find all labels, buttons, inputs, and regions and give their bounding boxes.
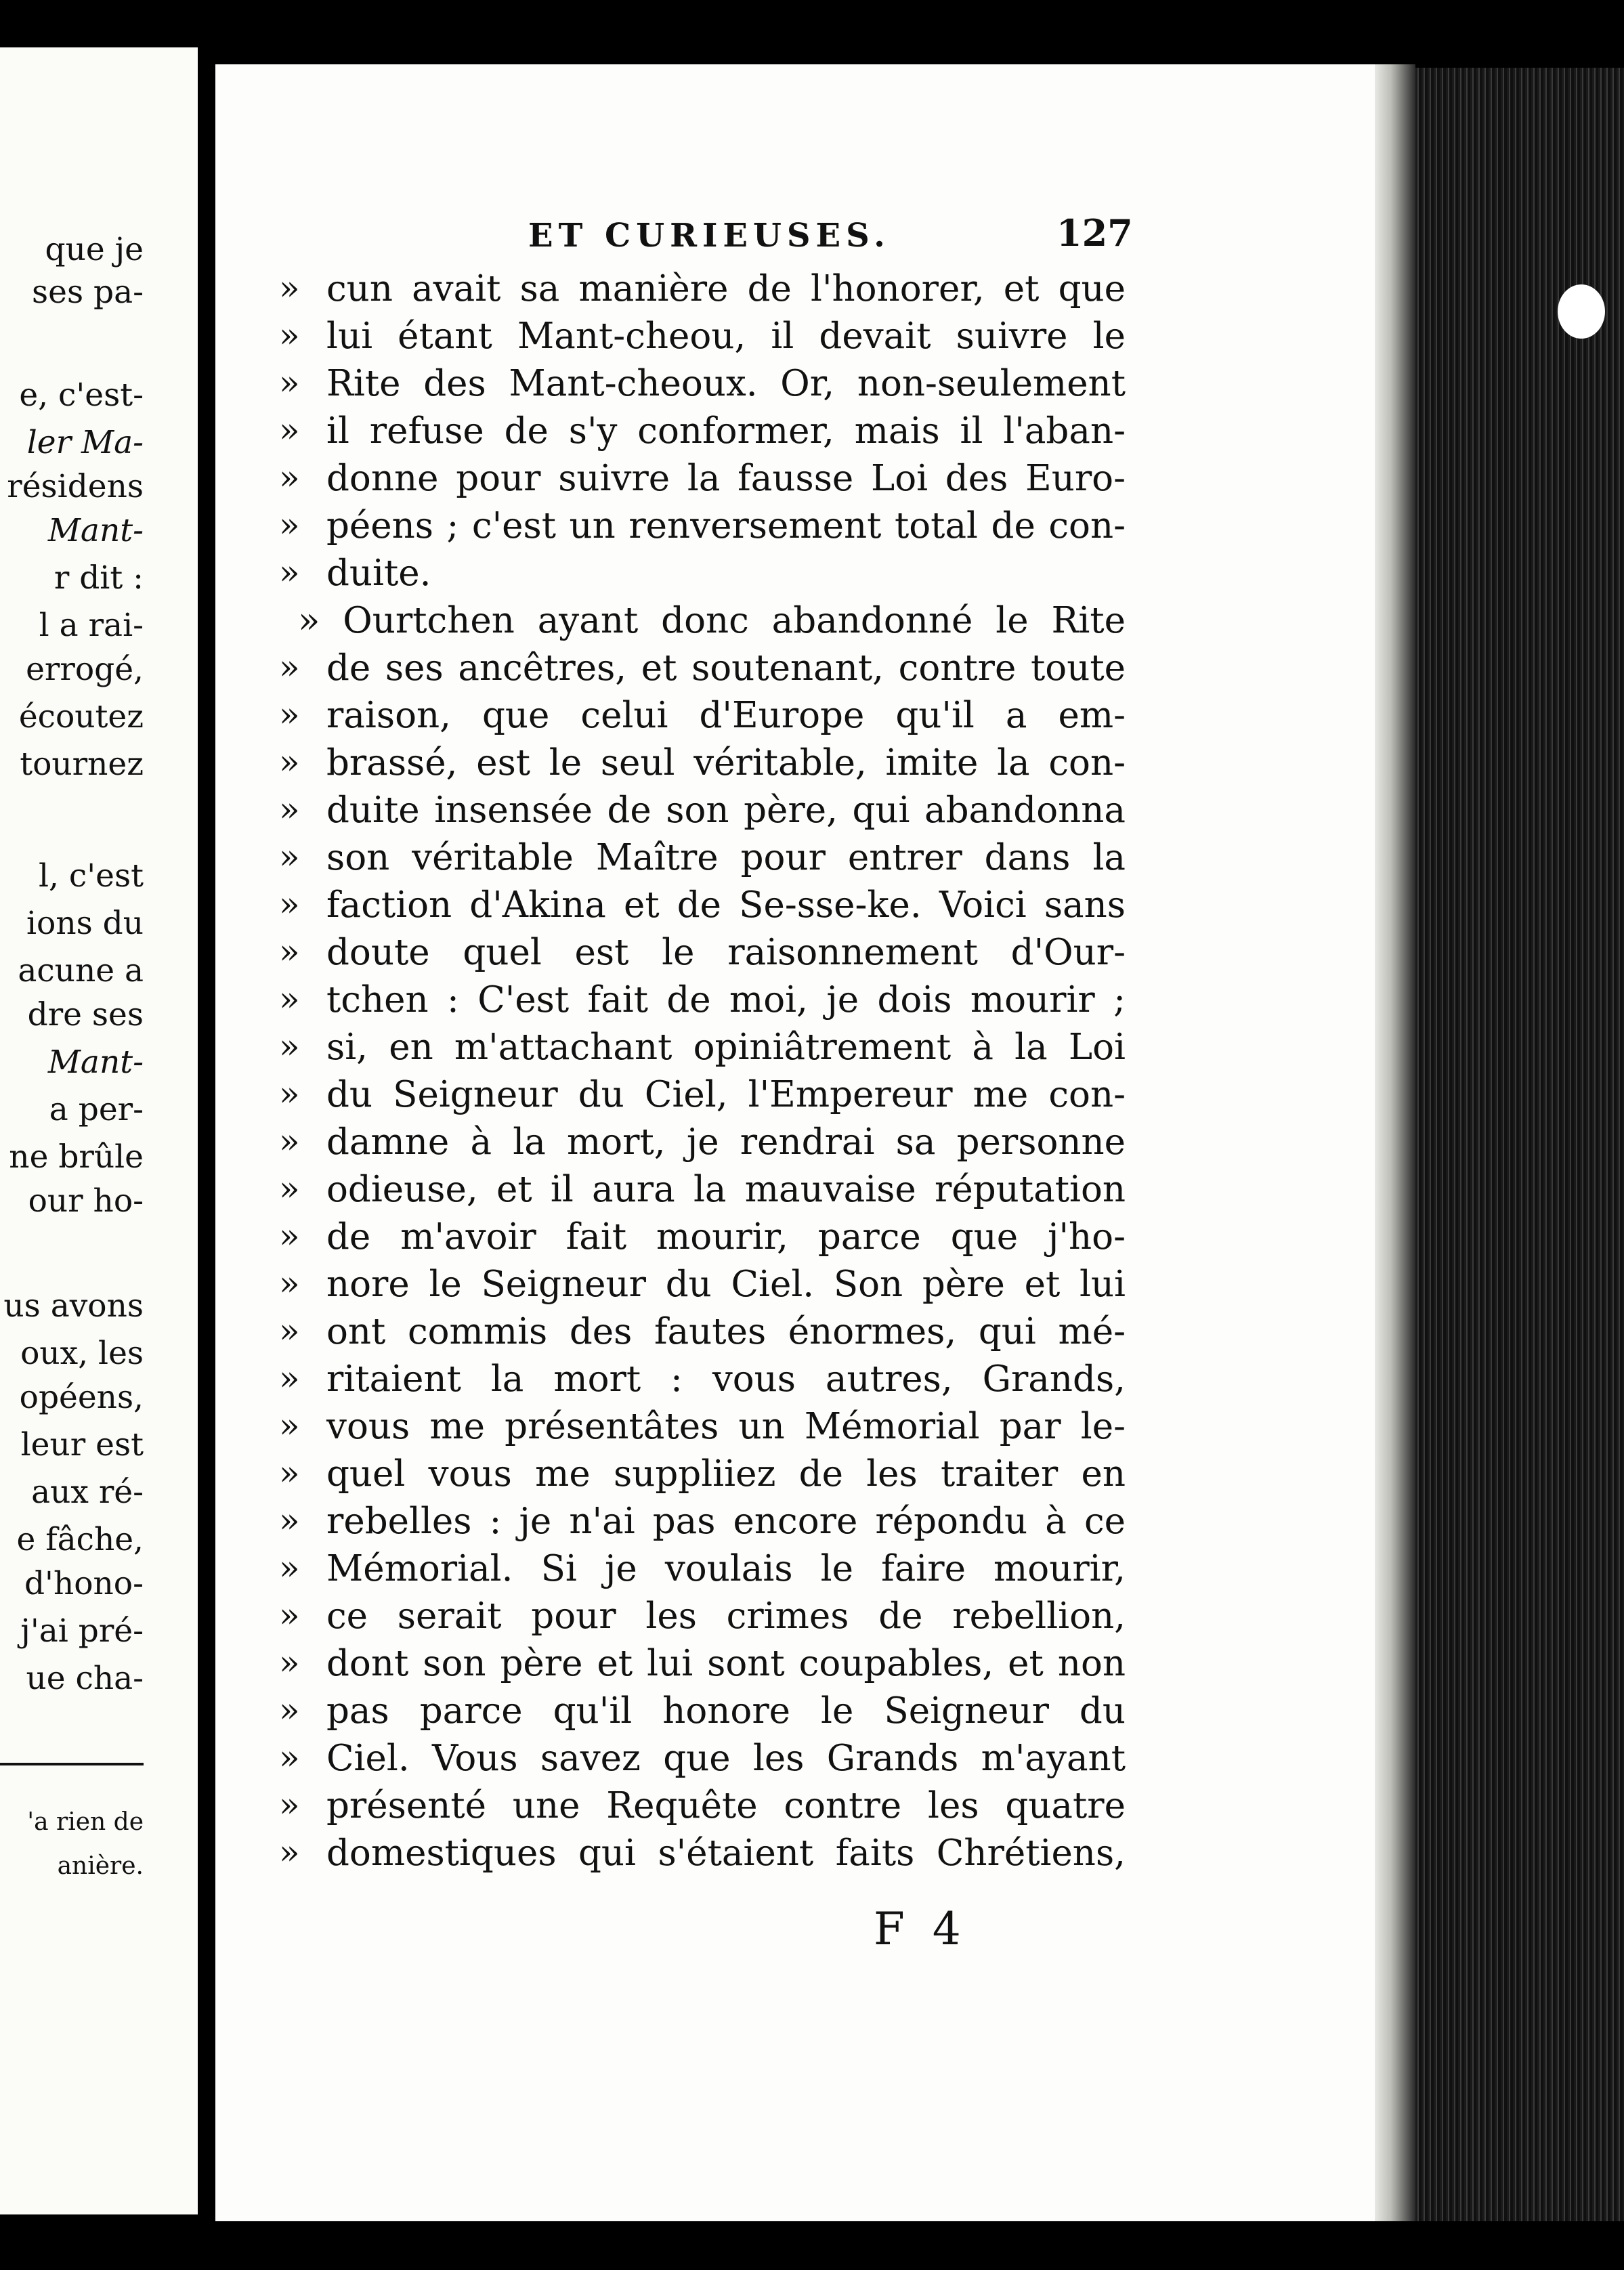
quote-mark: »	[279, 458, 300, 497]
body-text-line: Mémorial. Si je voulais le faire mourir,	[326, 1548, 1126, 1589]
quote-mark: »	[279, 979, 300, 1019]
left-page-footnote: anière.	[57, 1852, 144, 1880]
body-text-line: » Ourtchen ayant donc abandonné le Rite	[298, 600, 1126, 641]
quote-mark: »	[279, 410, 300, 450]
left-page-line: j'ai pré-	[20, 1612, 144, 1650]
body-text-line: vous me présentâtes un Mémorial par le-	[326, 1406, 1126, 1447]
quote-mark: »	[279, 837, 300, 876]
footnote-rule	[0, 1763, 144, 1765]
quote-mark: »	[279, 695, 300, 734]
left-page-line: acune a	[18, 952, 144, 989]
quote-mark: »	[279, 1216, 300, 1256]
left-page-line: leur est	[20, 1426, 144, 1463]
quote-mark: »	[279, 1690, 300, 1730]
body-text-line: son véritable Maître pour entrer dans la	[326, 837, 1126, 878]
quote-mark: »	[279, 647, 300, 687]
body-text-line: duite.	[326, 553, 431, 594]
body-text-line: quel vous me suppliiez de les traiter en	[326, 1453, 1126, 1495]
quote-mark: »	[279, 790, 300, 829]
body-text-line: de ses ancêtres, et soutenant, contre toute	[326, 647, 1126, 689]
body-text-line: ont commis des fautes énormes, qui mé-	[326, 1311, 1126, 1352]
quote-mark: »	[279, 1785, 300, 1824]
left-page-line: l a rai-	[39, 607, 144, 644]
left-page-line: dre ses	[27, 996, 144, 1033]
quote-mark: »	[279, 1406, 300, 1445]
quote-mark: »	[279, 1596, 300, 1635]
quote-mark: »	[279, 1738, 300, 1777]
body-text-line: odieuse, et il aura la mauvaise réputation	[326, 1169, 1126, 1210]
body-text-line: du Seigneur du Ciel, l'Empereur me con-	[326, 1074, 1126, 1115]
left-page-line: our ho-	[28, 1182, 144, 1220]
quote-mark: »	[279, 1643, 300, 1682]
left-page-line: résidens	[7, 468, 144, 505]
quote-mark: »	[279, 1453, 300, 1493]
quote-mark: »	[279, 1074, 300, 1113]
left-page-line: tournez	[20, 746, 144, 783]
left-page-line: errogé,	[26, 651, 144, 688]
body-text-line: dont son père et lui sont coupables, et non	[326, 1643, 1126, 1684]
left-page-line: us avons	[3, 1287, 144, 1325]
scan-speck	[1558, 284, 1605, 339]
body-text-line: cun avait sa manière de l'honorer, et que	[326, 268, 1126, 309]
left-page-line: Mant-	[47, 512, 144, 549]
body-text-line: il refuse de s'y conformer, mais il l'aban-	[326, 410, 1126, 452]
quote-mark: »	[279, 1169, 300, 1208]
body-text-line: péens ; c'est un renversement total de con-	[326, 505, 1126, 547]
body-text-line: nore le Seigneur du Ciel. Son père et lui	[326, 1264, 1126, 1305]
left-page-line: que je	[45, 231, 144, 268]
left-page-line: ue cha-	[26, 1660, 144, 1697]
left-page-line: écoutez	[18, 698, 144, 735]
body-text-line: brassé, est le seul véritable, imite la con-	[326, 742, 1126, 784]
book-fore-edge	[1415, 68, 1624, 2221]
body-text-line: rebelles : je n'ai pas encore répondu à ce	[326, 1501, 1126, 1542]
left-page-line: ions du	[26, 905, 144, 942]
body-text-line: si, en m'attachant opiniâtrement à la Loi	[326, 1027, 1126, 1068]
left-page-line: ler Ma-	[26, 424, 144, 461]
body-text-line: domestiques qui s'étaient faits Chrétiens,	[326, 1833, 1126, 1874]
left-page-line: opéens,	[19, 1379, 144, 1416]
body-text-line: damne à la mort, je rendrai sa personne	[326, 1121, 1126, 1163]
running-title: ET CURIEUSES.	[528, 217, 891, 255]
left-page-footnote: 'a rien de	[27, 1808, 144, 1836]
quote-mark: »	[279, 363, 300, 402]
left-page-line: l, c'est	[39, 857, 144, 895]
quote-mark: »	[279, 1501, 300, 1540]
quote-mark: »	[279, 553, 300, 592]
left-page-line: aux ré-	[31, 1474, 144, 1511]
quote-mark: »	[279, 1121, 300, 1161]
body-text-line: Ciel. Vous savez que les Grands m'ayant	[326, 1738, 1126, 1779]
body-text-line: de m'avoir fait mourir, parce que j'ho-	[326, 1216, 1126, 1258]
left-page-line: ne brûle	[9, 1138, 144, 1176]
body-text-line: doute quel est le raisonnement d'Our-	[326, 932, 1126, 973]
left-page-line: e, c'est-	[19, 377, 144, 414]
quote-mark: »	[279, 742, 300, 781]
body-text-line: donne pour suivre la fausse Loi des Euro-	[326, 458, 1126, 499]
body-text-line: Rite des Mant-cheoux. Or, non-seulement	[326, 363, 1126, 404]
body-text-line: raison, que celui d'Europe qu'il a em-	[326, 695, 1126, 736]
left-page-line: Mant-	[47, 1044, 144, 1081]
body-text-line: faction d'Akina et de Se-sse-ke. Voici sans	[326, 884, 1126, 926]
quote-mark: »	[279, 1548, 300, 1587]
body-text-line: présenté une Requête contre les quatre	[326, 1785, 1126, 1826]
left-page-line: d'hono-	[24, 1565, 144, 1602]
quote-mark: »	[279, 268, 300, 307]
quote-mark: »	[279, 884, 300, 924]
quote-mark: »	[279, 1311, 300, 1350]
body-text-line: ritaient la mort : vous autres, Grands,	[326, 1358, 1126, 1400]
body-text-line: tchen : C'est fait de moi, je dois mourir ;	[326, 979, 1126, 1021]
quote-mark: »	[279, 505, 300, 544]
body-text-line: duite insensée de son père, qui abandonna	[326, 790, 1126, 831]
left-page-line: oux, les	[20, 1335, 144, 1372]
body-text-line: pas parce qu'il honore le Seigneur du	[326, 1690, 1126, 1732]
body-text-line: ce serait pour les crimes de rebellion,	[326, 1596, 1126, 1637]
quote-mark: »	[279, 1833, 300, 1872]
facing-page-left	[0, 47, 198, 2214]
quote-mark: »	[279, 932, 300, 971]
quote-mark: »	[279, 1358, 300, 1398]
signature-mark: F 4	[874, 1903, 968, 1955]
quote-mark: »	[279, 316, 300, 355]
left-page-line: r dit :	[54, 559, 144, 597]
left-page-line: ses pa-	[32, 274, 144, 311]
page-number: 127	[1056, 211, 1133, 255]
page-edge-shadow	[1375, 64, 1415, 2221]
left-page-line: a per-	[49, 1091, 144, 1128]
left-page-line: e fâche,	[16, 1521, 144, 1558]
quote-mark: »	[279, 1264, 300, 1303]
quote-mark: »	[279, 1027, 300, 1066]
body-text-line: lui étant Mant-cheou, il devait suivre le	[326, 316, 1126, 357]
